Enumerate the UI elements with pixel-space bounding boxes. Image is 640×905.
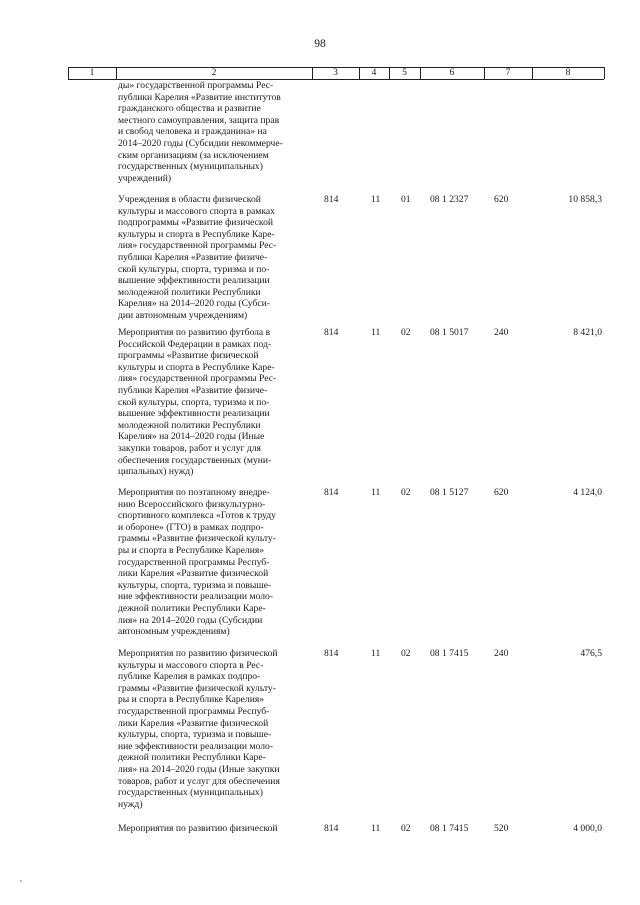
ministry-code: 814 [324,487,339,498]
column-header-7: 7 [505,68,511,78]
target-article-code: 08 1 5017 [430,327,469,338]
amount: 4 000,0 [573,823,602,834]
row-description: Учреждения в области физической культуры и массового спорта в рамках подпрограммы «Развитие физической культуры и спорта в Республике Каре- лия» государственной программы Рес- публики Карелия «Развитие физиче- ской культуры, спорта, туризма и по- вышение эффективности реализации молодежной политики Республики Карелия» на 2014–2020 годы (Субси- дии автономным учреждениям) [118,194,277,321]
column-header-5: 5 [402,68,407,78]
target-article-code: 08 1 7415 [430,823,469,834]
subsection-code: 02 [401,648,411,659]
column-header-8: 8 [565,68,571,78]
column-header-6: 6 [449,68,455,78]
expense-type-code: 620 [494,487,509,498]
subsection-code: 02 [401,487,411,498]
expense-type-code: 620 [494,194,509,205]
ministry-code: 814 [324,823,339,834]
row-description: Мероприятия по развитию физической культуры и массового спорта в Рес- публике Карелия в рамках подпро- граммы «Развитие физической культу- ры и спорта в Республике Карелия» государственной программы Респуб- лики Карелия «Развитие физической культуры, спорта, туризма и повыше- ние эффективности реализации моло- дежной политики Республики Каре- лия» на 2014–2020 годы (Иные закупки товаров, работ и услуг для обеспечения государственных (муниципальных) нужд) [118,648,280,810]
expense-type-code: 520 [494,823,509,834]
section-code: 11 [371,327,381,338]
amount: 10 858,3 [568,194,602,205]
subsection-code: 01 [401,194,411,205]
amount: 4 124,0 [573,487,602,498]
column-header-2: 2 [211,68,217,78]
row-description: Мероприятия по развитию футбола в Российской Федерации в рамках под- программы «Развитие физической культуры и спорта в Республике Каре- лия» государственной программы Рес- публики Карелия «Развитие физиче- ской культуры, спорта, туризма и по- вышение эффективности реализации молодежной политики Республики Карелия» на 2014–2020 годы (Иные закупки товаров, работ и услуг для обеспечения государственных (муни- ципальных) нужд) [118,327,277,478]
ministry-code: 814 [324,648,339,659]
target-article-code: 08 1 7415 [430,648,469,659]
section-code: 11 [371,648,381,659]
expense-type-code: 240 [494,648,509,659]
amount: 476,5 [580,648,602,659]
column-header-3: 3 [333,68,338,78]
section-code: 11 [371,487,381,498]
row-description: Мероприятия по поэтапному внедре- нию Всероссийского физкультурно- спортивного комплекса «Готов к труду и обороне» (ГТО) в рамках подпро- граммы «Развитие физической культу- ры и спорта в Республике Карелия» государственной программы Респуб- лики Карелия «Развитие физической культуры, спорта, туризма и повыше- ние эффективности реализации моло- дежной политики Республики Каре- лия» на 2014–2020 годы (Субсидии автономным учреждениям) [118,487,276,638]
section-code: 11 [371,194,381,205]
target-article-code: 08 1 2327 [430,194,469,205]
ministry-code: 814 [324,327,339,338]
row-description: ды» государственной программы Рес- публики Карелия «Развитие институтов гражданского общества и развитие местного самоуправления, защита прав и свобод человека и гражданина» на 2014–2020 годы (Субсидии некоммерче- ским организациям (за исключением государственных (муниципальных) учреждений) [118,80,283,184]
scan-speck [20,880,22,882]
amount: 8 421,0 [573,327,602,338]
ministry-code: 814 [324,194,339,205]
target-article-code: 08 1 5127 [430,487,469,498]
page-number: 98 [314,38,326,50]
subsection-code: 02 [401,327,411,338]
column-header-4: 4 [371,68,377,78]
header-divider [604,67,605,79]
row-description: Мероприятия по развитию физической [118,823,278,834]
subsection-code: 02 [401,823,411,834]
expense-type-code: 240 [494,327,509,338]
column-header-1: 1 [89,68,95,78]
table-header-row [68,67,604,79]
section-code: 11 [371,823,381,834]
